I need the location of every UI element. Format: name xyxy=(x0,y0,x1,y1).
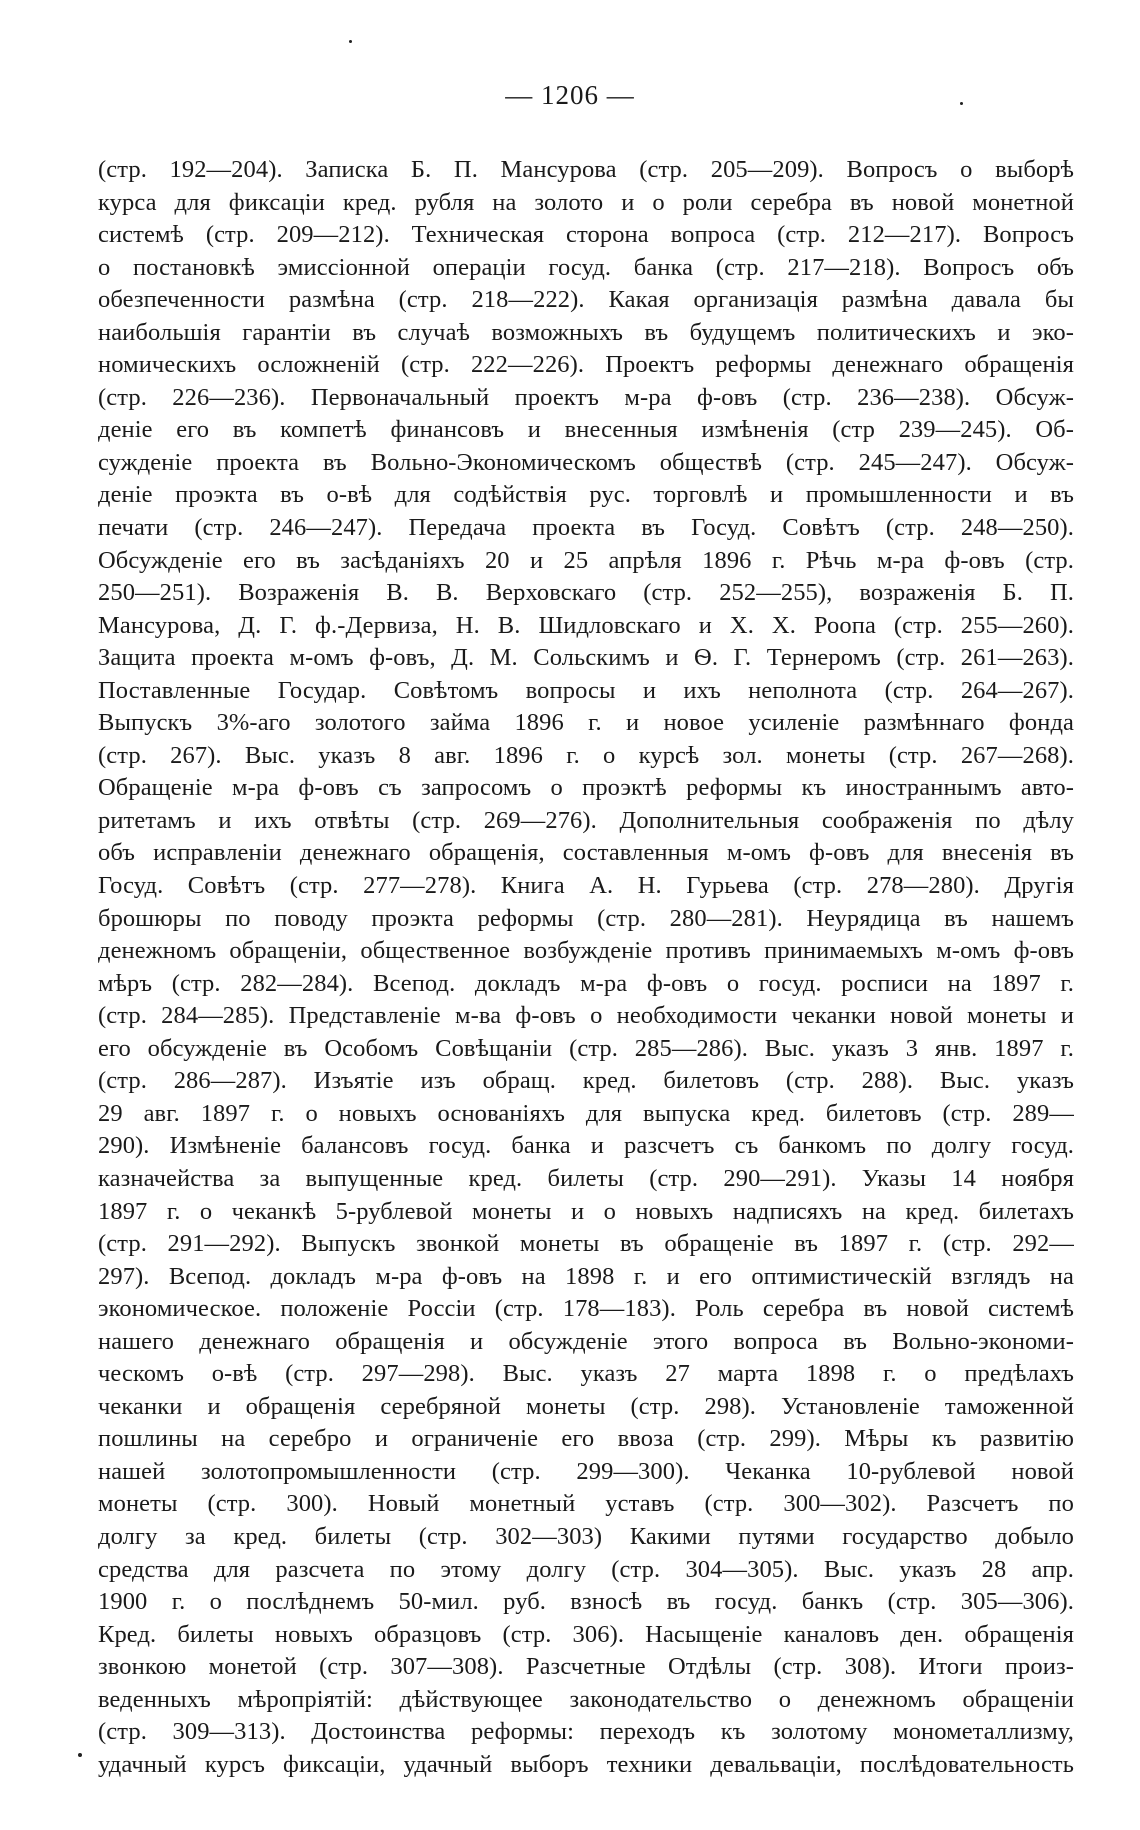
text-line: Мансурова, Д. Г. ф.-Дервиза, Н. В. Шидловскаго и Х. Х. Роопа (стр. 255—260). xyxy=(98,611,1074,639)
text-line: чеканки и обращенія серебряной монеты (стр. 298). Установленіе таможенной xyxy=(98,1392,1074,1420)
text-line: экономическое. положеніе Россіи (стр. 178—183). Роль серебра въ новой системѣ xyxy=(98,1295,1074,1323)
text-line: брошюры по поводу проэкта реформы (стр. 280—281). Неурядица въ нашемъ xyxy=(98,904,1074,932)
text-line: Кред. билеты новыхъ образцовъ (стр. 306). Насыщеніе каналовъ ден. обращенія xyxy=(98,1620,1074,1648)
body-text xyxy=(98,154,1074,1781)
text-line: деніе проэкта въ о-вѣ для содѣйствія рус. торговлѣ и промышленности и въ xyxy=(98,481,1074,509)
text-line: курса для фиксаціи кред. рубля на золото и о роли серебра въ новой монетной xyxy=(98,188,1074,216)
text-line: Обращеніе м-ра ф-овъ съ запросомъ о проэктѣ реформы къ иностраннымъ авто- xyxy=(98,774,1074,802)
text-line: (стр. 226—236). Первоначальный проектъ м-ра ф-овъ (стр. 236—238). Обсуж- xyxy=(98,383,1074,411)
text-line: монеты (стр. 300). Новый монетный уставъ (стр. 300—302). Разсчетъ по xyxy=(98,1490,1074,1518)
text-line: объ исправленіи денежнаго обращенія, составленныя м-омъ ф-овъ для внесенія въ xyxy=(98,839,1074,867)
text-line: нашего денежнаго обращенія и обсужденіе этого вопроса въ Вольно-экономи- xyxy=(98,1327,1074,1355)
text-line: (стр. 192—204). Записка Б. П. Мансурова (стр. 205—209). Вопросъ о выборѣ xyxy=(98,156,1074,183)
text-line: Госуд. Совѣтъ (стр. 277—278). Книга А. Н. Гурьева (стр. 278—280). Другія xyxy=(98,872,1074,900)
text-line: Поставленные Государ. Совѣтомъ вопросы и ихъ неполнота (стр. 264—267). xyxy=(98,676,1074,704)
text-line: 297). Всепод. докладъ м-ра ф-овъ на 1898 г. и его оптимистическій взглядъ на xyxy=(98,1262,1074,1290)
text-line: печати (стр. 246—247). Передача проекта въ Госуд. Совѣтъ (стр. 248—250). xyxy=(98,514,1074,542)
text-line: (стр. 267). Выс. указъ 8 авг. 1896 г. о курсѣ зол. монеты (стр. 267—268). xyxy=(98,741,1074,769)
text-line: Выпускъ 3%-аго золотого займа 1896 г. и новое усиленіе размѣннаго фонда xyxy=(98,709,1074,737)
text-line: наибольшія гарантіи въ случаѣ возможныхъ въ будущемъ политическихъ и эко- xyxy=(98,318,1074,346)
text-line: мѣръ (стр. 282—284). Всепод. докладъ м-ра ф-овъ о госуд. росписи на 1897 г. xyxy=(98,969,1074,997)
text-line: Защита проекта м-омъ ф-овъ, Д. М. Сольскимъ и Ѳ. Г. Тернеромъ (стр. 261—263). xyxy=(98,644,1074,672)
text-line: деніе его въ компетѣ финансовъ и внесенныя измѣненія (стр 239—245). Об- xyxy=(98,416,1074,444)
print-speck-bottom xyxy=(78,1753,82,1757)
text-line: 29 авг. 1897 г. о новыхъ основаніяхъ для выпуска кред. билетовъ (стр. 289— xyxy=(98,1099,1074,1127)
text-line: системѣ (стр. 209—212). Техническая сторона вопроса (стр. 212—217). Вопросъ xyxy=(98,221,1074,249)
text-line: номическихъ осложненій (стр. 222—226). Проектъ реформы денежнаго обращенія xyxy=(98,351,1074,379)
text-line: 290). Измѣненіе балансовъ госуд. банка и разсчетъ съ банкомъ по долгу госуд. xyxy=(98,1132,1074,1160)
print-speck-top xyxy=(349,40,352,43)
text-line: 250—251). Возраженія В. В. Верховскаго (стр. 252—255), возраженія Б. П. xyxy=(98,579,1074,607)
text-line: его обсужденіе въ Особомъ Совѣщаніи (стр. 285—286). Выс. указъ 3 янв. 1897 г. xyxy=(98,1034,1074,1062)
text-line: (стр. 284—285). Представленіе м-ва ф-овъ о необходимости чеканки новой монеты и xyxy=(98,1002,1074,1030)
text-line: о постановкѣ эмиссіонной операціи госуд. банка (стр. 217—218). Вопросъ объ xyxy=(98,253,1074,281)
text-line: (стр. 286—287). Изъятіе изъ обращ. кред. билетовъ (стр. 288). Выс. указъ xyxy=(98,1067,1074,1095)
text-line: удачный курсъ фиксаціи, удачный выборъ техники девальваціи, послѣдовательность xyxy=(98,1750,1074,1778)
text-line: сужденіе проекта въ Вольно-Экономическомъ обществѣ (стр. 245—247). Обсуж- xyxy=(98,448,1074,476)
text-line: (стр. 291—292). Выпускъ звонкой монеты въ обращеніе въ 1897 г. (стр. 292— xyxy=(98,1230,1074,1258)
text-line: денежномъ обращеніи, общественное возбужденіе противъ принимаемыхъ м-омъ ф-овъ xyxy=(98,937,1074,965)
text-line: казначейства за выпущенные кред. билеты (стр. 290—291). Указы 14 ноября xyxy=(98,1164,1074,1192)
text-line: обезпеченности размѣна (стр. 218—222). Какая организація размѣна давала бы xyxy=(98,286,1074,314)
text-line: пошлины на серебро и ограниченіе его ввоза (стр. 299). Мѣры къ развитію xyxy=(98,1425,1074,1453)
text-line: ритетамъ и ихъ отвѣты (стр. 269—276). Дополнительныя соображенія по дѣлу xyxy=(98,806,1074,834)
text-line: 1900 г. о послѣднемъ 50-мил. руб. взносѣ въ госуд. банкъ (стр. 305—306). xyxy=(98,1588,1074,1616)
text-line: нашей золотопромышленности (стр. 299—300). Чеканка 10-рублевой новой xyxy=(98,1457,1074,1485)
text-line: веденныхъ мѣропріятій: дѣйствующее законодательство о денежномъ обращеніи xyxy=(98,1685,1074,1713)
text-line: 1897 г. о чеканкѣ 5-рублевой монеты и о новыхъ надписяхъ на кред. билетахъ xyxy=(98,1197,1074,1225)
text-line: Обсужденіе его въ засѣданіяхъ 20 и 25 апрѣля 1896 г. Рѣчь м-ра ф-овъ (стр. xyxy=(98,546,1074,574)
text-line: средства для разсчета по этому долгу (стр. 304—305). Выс. указъ 28 апр. xyxy=(98,1555,1074,1583)
text-line: (стр. 309—313). Достоинства реформы: переходъ къ золотому монометаллизму, xyxy=(98,1718,1074,1746)
text-line: долгу за кред. билеты (стр. 302—303) Какими путями государство добыло xyxy=(98,1522,1074,1550)
text-line: звонкою монетой (стр. 307—308). Разсчетные Отдѣлы (стр. 308). Итоги произ- xyxy=(98,1653,1074,1681)
page-number: — 1206 — xyxy=(505,80,635,110)
text-line: ческомъ о-вѣ (стр. 297—298). Выс. указъ 27 марта 1898 г. о предѣлахъ xyxy=(98,1360,1074,1388)
